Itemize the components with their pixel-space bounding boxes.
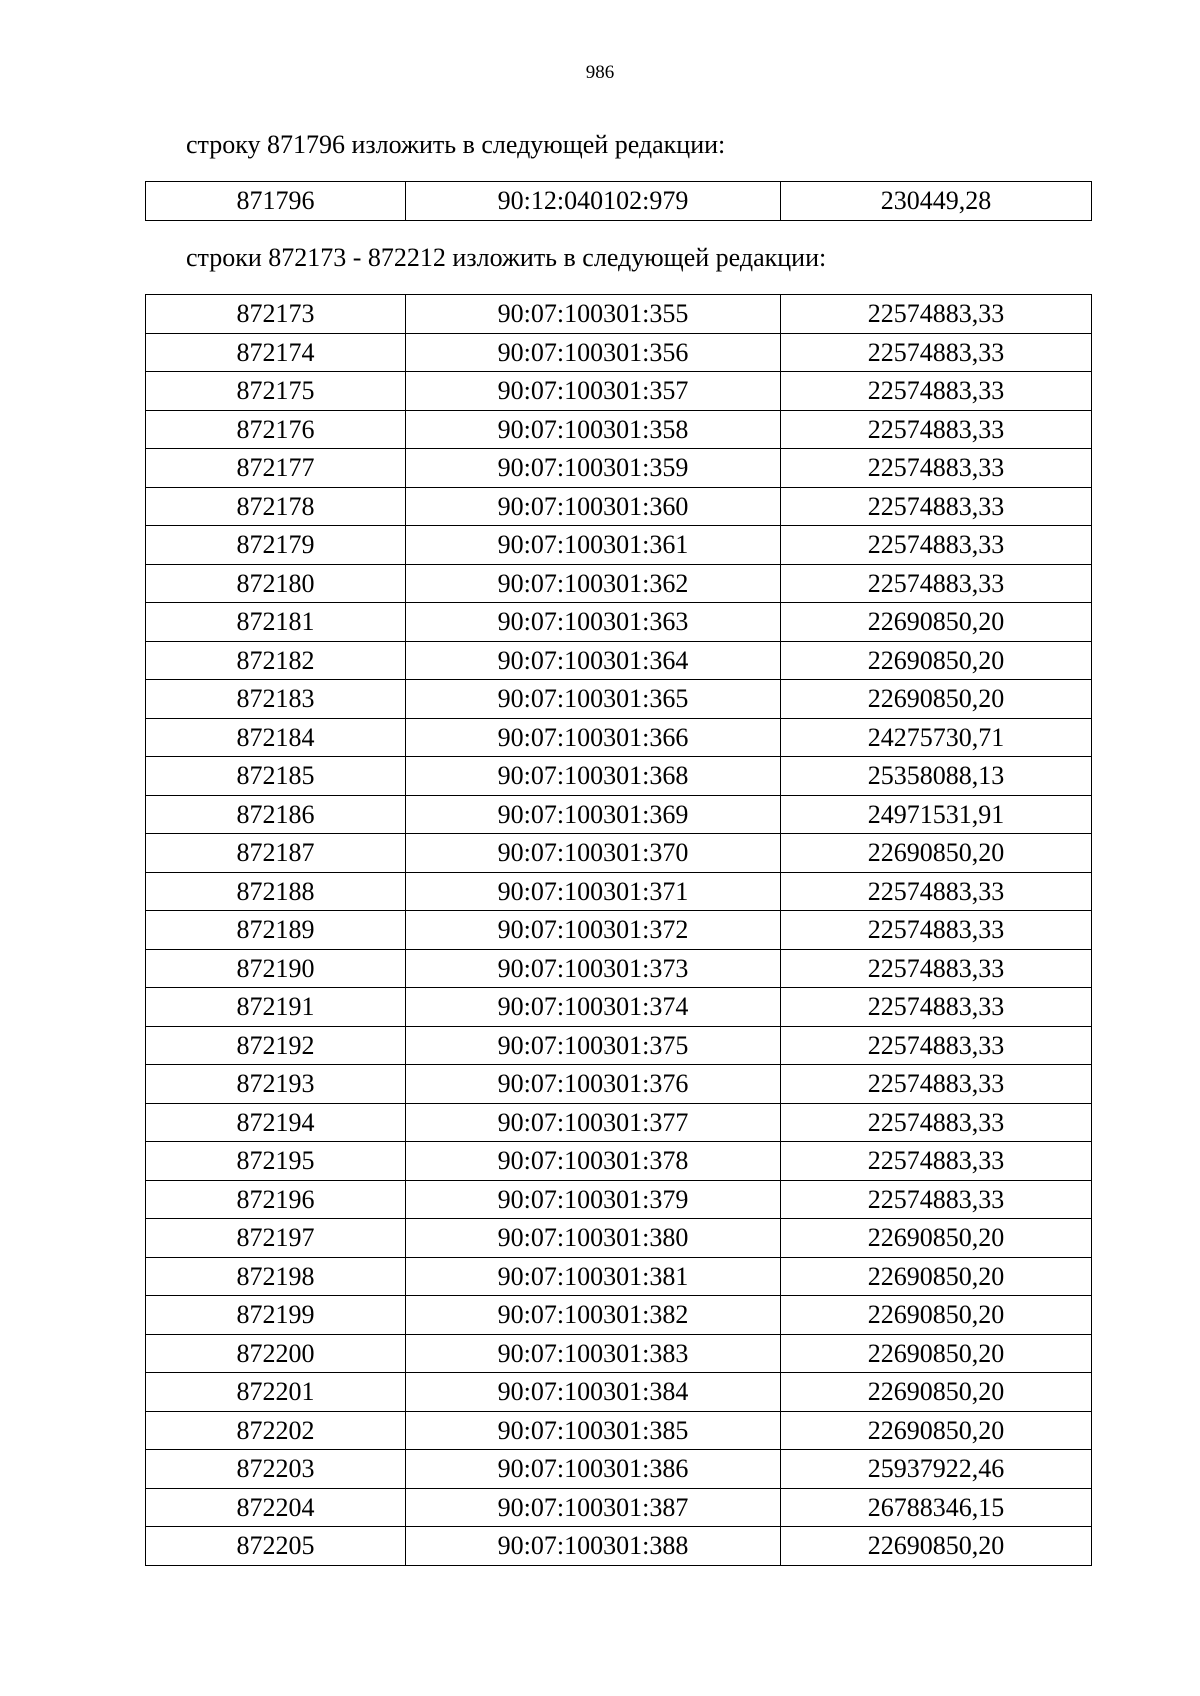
cadastral-number-cell: 90:07:100301:376 [406,1065,781,1104]
cadastral-number-cell: 90:07:100301:362 [406,564,781,603]
table-row [146,641,1092,680]
table-row [146,1142,1092,1181]
value-cell: 22690850,20 [781,680,1092,719]
cadastral-number-cell: 90:07:100301:382 [406,1296,781,1335]
cadastral-number-cell: 90:07:100301:385 [406,1411,781,1450]
value-cell: 22574883,33 [781,1065,1092,1104]
table-row [146,872,1092,911]
cadastral-number-cell: 90:12:040102:979 [406,182,781,221]
value-cell: 230449,28 [781,182,1092,221]
cadastral-number-cell: 90:07:100301:387 [406,1488,781,1527]
table-row [146,1065,1092,1104]
single-row-table [145,181,1092,221]
cadastral-number-cell: 90:07:100301:358 [406,410,781,449]
row-number-cell: 872174 [146,333,406,372]
table-row [146,487,1092,526]
row-number-cell: 872205 [146,1527,406,1566]
cadastral-number-cell: 90:07:100301:359 [406,449,781,488]
table-row [146,1257,1092,1296]
table-row [146,1219,1092,1258]
table-row [146,449,1092,488]
row-number-cell: 872201 [146,1373,406,1412]
table-row [146,1488,1092,1527]
table-row [146,1411,1092,1450]
value-cell: 22574883,33 [781,487,1092,526]
value-cell: 22574883,33 [781,564,1092,603]
table-row [146,1527,1092,1566]
cadastral-number-cell: 90:07:100301:355 [406,295,781,334]
table-row [146,911,1092,950]
row-number-cell: 872199 [146,1296,406,1335]
row-number-cell: 872182 [146,641,406,680]
value-cell: 22574883,33 [781,449,1092,488]
value-cell: 22574883,33 [781,988,1092,1027]
table-row [146,1334,1092,1373]
value-cell: 22574883,33 [781,295,1092,334]
table-row [146,1373,1092,1412]
cadastral-number-cell: 90:07:100301:374 [406,988,781,1027]
value-cell: 22690850,20 [781,1219,1092,1258]
table-row [146,372,1092,411]
row-number-cell: 872204 [146,1488,406,1527]
value-cell: 22574883,33 [781,1103,1092,1142]
table-row [146,1296,1092,1335]
row-number-cell: 871796 [146,182,406,221]
row-number-cell: 872173 [146,295,406,334]
cadastral-number-cell: 90:07:100301:356 [406,333,781,372]
cadastral-number-cell: 90:07:100301:378 [406,1142,781,1181]
cadastral-number-cell: 90:07:100301:388 [406,1527,781,1566]
rows-table [145,294,1092,1566]
row-number-cell: 872180 [146,564,406,603]
cadastral-number-cell: 90:07:100301:373 [406,949,781,988]
value-cell: 24971531,91 [781,795,1092,834]
page-number: 986 [585,62,615,83]
value-cell: 22574883,33 [781,1180,1092,1219]
cadastral-number-cell: 90:07:100301:366 [406,718,781,757]
row-number-cell: 872178 [146,487,406,526]
row-number-cell: 872202 [146,1411,406,1450]
value-cell: 25358088,13 [781,757,1092,796]
value-cell: 22690850,20 [781,603,1092,642]
cadastral-number-cell: 90:07:100301:368 [406,757,781,796]
cadastral-number-cell: 90:07:100301:379 [406,1180,781,1219]
table-row [146,603,1092,642]
cadastral-number-cell: 90:07:100301:370 [406,834,781,873]
value-cell: 22690850,20 [781,641,1092,680]
row-number-cell: 872203 [146,1450,406,1489]
table-row [146,1026,1092,1065]
row-number-cell: 872176 [146,410,406,449]
cadastral-number-cell: 90:07:100301:365 [406,680,781,719]
table-row [146,526,1092,565]
cadastral-number-cell: 90:07:100301:361 [406,526,781,565]
cadastral-number-cell: 90:07:100301:380 [406,1219,781,1258]
cadastral-number-cell: 90:07:100301:383 [406,1334,781,1373]
table-row [146,988,1092,1027]
row-number-cell: 872189 [146,911,406,950]
row-number-cell: 872195 [146,1142,406,1181]
row-number-cell: 872196 [146,1180,406,1219]
row-number-cell: 872181 [146,603,406,642]
value-cell: 22690850,20 [781,1257,1092,1296]
cadastral-number-cell: 90:07:100301:363 [406,603,781,642]
row-number-cell: 872193 [146,1065,406,1104]
value-cell: 26788346,15 [781,1488,1092,1527]
value-cell: 22574883,33 [781,372,1092,411]
table-row [146,182,1092,221]
table-row [146,949,1092,988]
row-number-cell: 872198 [146,1257,406,1296]
cadastral-number-cell: 90:07:100301:371 [406,872,781,911]
row-number-cell: 872186 [146,795,406,834]
cadastral-number-cell: 90:07:100301:364 [406,641,781,680]
row-number-cell: 872187 [146,834,406,873]
cadastral-number-cell: 90:07:100301:377 [406,1103,781,1142]
table-row [146,333,1092,372]
table-row [146,410,1092,449]
cadastral-number-cell: 90:07:100301:386 [406,1450,781,1489]
row-number-cell: 872175 [146,372,406,411]
row-number-cell: 872188 [146,872,406,911]
row-number-cell: 872185 [146,757,406,796]
cadastral-number-cell: 90:07:100301:375 [406,1026,781,1065]
value-cell: 22690850,20 [781,1527,1092,1566]
row-number-cell: 872197 [146,1219,406,1258]
table-row [146,718,1092,757]
value-cell: 22690850,20 [781,1296,1092,1335]
cadastral-number-cell: 90:07:100301:384 [406,1373,781,1412]
table-row [146,295,1092,334]
row-number-cell: 872183 [146,680,406,719]
table-row [146,1180,1092,1219]
table-row [146,834,1092,873]
value-cell: 22574883,33 [781,1142,1092,1181]
cadastral-number-cell: 90:07:100301:369 [406,795,781,834]
value-cell: 22574883,33 [781,410,1092,449]
table-row [146,1450,1092,1489]
row-number-cell: 872177 [146,449,406,488]
table-row [146,564,1092,603]
value-cell: 22574883,33 [781,872,1092,911]
value-cell: 22690850,20 [781,834,1092,873]
value-cell: 25937922,46 [781,1450,1092,1489]
value-cell: 22690850,20 [781,1411,1092,1450]
table-row [146,757,1092,796]
row-number-cell: 872200 [146,1334,406,1373]
value-cell: 22574883,33 [781,949,1092,988]
value-cell: 22574883,33 [781,1026,1092,1065]
value-cell: 22574883,33 [781,333,1092,372]
row-number-cell: 872179 [146,526,406,565]
table-row [146,795,1092,834]
row-number-cell: 872190 [146,949,406,988]
value-cell: 22690850,20 [781,1373,1092,1412]
value-cell: 22690850,20 [781,1334,1092,1373]
cadastral-number-cell: 90:07:100301:381 [406,1257,781,1296]
row-number-cell: 872191 [146,988,406,1027]
row-number-cell: 872194 [146,1103,406,1142]
row-number-cell: 872192 [146,1026,406,1065]
instruction-text: строки 872173 - 872212 изложить в следующей редакции: [186,243,827,272]
value-cell: 24275730,71 [781,718,1092,757]
cadastral-number-cell: 90:07:100301:372 [406,911,781,950]
table-row [146,1103,1092,1142]
cadastral-number-cell: 90:07:100301:360 [406,487,781,526]
instruction-text: строку 871796 изложить в следующей редакции: [186,130,726,159]
row-number-cell: 872184 [146,718,406,757]
value-cell: 22574883,33 [781,911,1092,950]
cadastral-number-cell: 90:07:100301:357 [406,372,781,411]
value-cell: 22574883,33 [781,526,1092,565]
table-row [146,680,1092,719]
